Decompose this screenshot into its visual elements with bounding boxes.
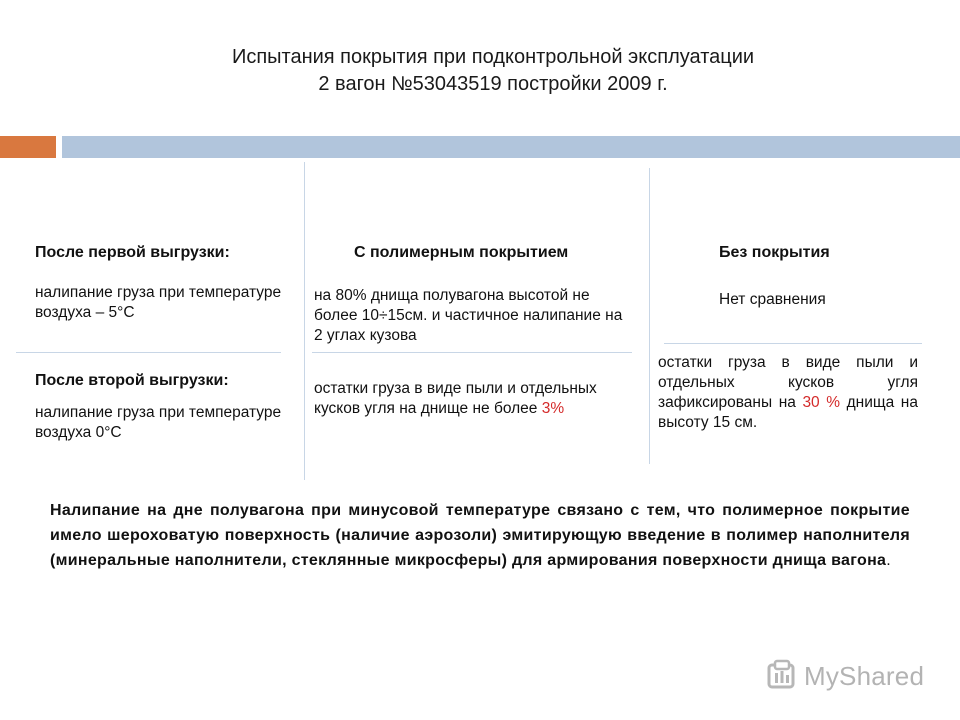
middle-text-2 — [314, 379, 632, 419]
column-divider-2 — [649, 168, 650, 464]
right-text-2-suffix: днища на высоту 15 см. — [658, 394, 918, 431]
watermark-text: MyShared — [804, 660, 925, 691]
title-line-1: Испытания покрытия при подконтрольной эксплуатации — [231, 46, 755, 68]
accent-bar-blue — [62, 136, 960, 158]
row-divider-left — [16, 352, 281, 353]
middle-text-2-body: остатки груза в виде пыли и отдельных кусков угля на днище не более — [314, 380, 597, 417]
row-divider-right — [664, 343, 922, 344]
slide-title — [0, 44, 960, 98]
right-text-2 — [658, 353, 918, 433]
left-heading-second-unload: После второй выгрузки: — [35, 372, 229, 389]
accent-bar-orange — [0, 136, 56, 158]
myshared-logo-icon — [766, 659, 798, 693]
watermark — [766, 656, 926, 696]
column-divider-1 — [304, 162, 305, 480]
left-heading-first-unload: После первой выгрузки: — [35, 244, 230, 261]
summary-paragraph — [50, 498, 910, 573]
row-divider-middle — [312, 352, 632, 353]
middle-text-1: на 80% днища полувагона высотой не более 10÷15см. и частичное налипание на 2 углах кузова — [314, 287, 623, 344]
left-text-second-unload: налипание груза при температуре воздуха 0°С — [35, 404, 282, 441]
right-text-2-body: остатки груза в виде пыли и отдельных кусков угля зафиксированы на — [658, 354, 918, 411]
title-line-2: 2 вагон №53043519 постройки 2009 г. — [318, 73, 668, 95]
left-text-first-unload: налипание груза при температуре воздуха – 5°С — [35, 284, 282, 321]
right-text-1: Нет сравнения — [719, 291, 826, 308]
summary-text: Налипание на дне полувагона при минусовой температуре связано с тем, что полимерное покрытие имело шероховатую поверхность (наличие аэрозоли) эмитирующую введение в полимер наполнителя (минеральные наполнители, стеклянные микросферы) для армирования поверхности днища вагона — [50, 502, 910, 569]
right-heading-no-coating: Без покрытия — [719, 244, 830, 261]
right-text-2-value: 30 % — [802, 394, 841, 411]
summary-tail: . — [886, 552, 891, 569]
middle-text-2-value: 3% — [541, 400, 565, 417]
middle-heading-polymer: С полимерным покрытием — [354, 244, 569, 261]
